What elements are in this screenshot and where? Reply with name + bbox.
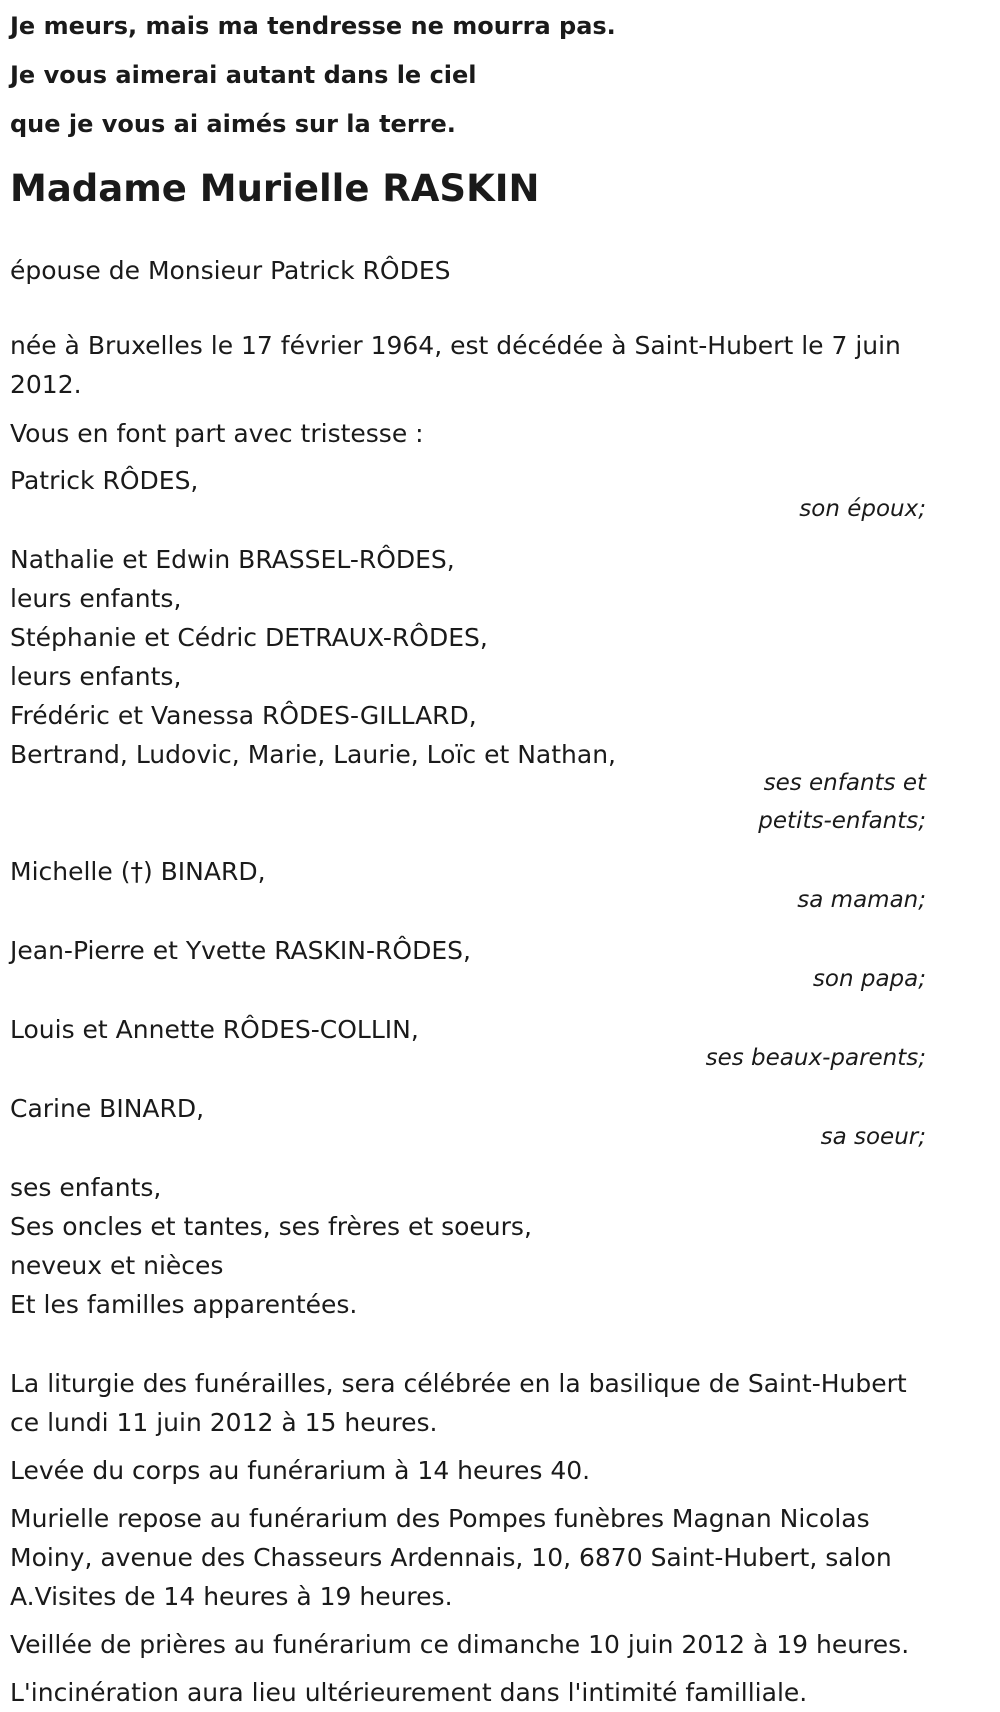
mourner-name: Carine BINARD, bbox=[10, 1094, 205, 1123]
epigraph bbox=[10, 0, 926, 149]
mourner-name: Frédéric et Vanessa RÔDES-GILLARD, bbox=[10, 701, 477, 730]
relation-label: ses beaux-parents; bbox=[705, 1045, 926, 1071]
mourner-group-sister bbox=[10, 1089, 926, 1156]
repose-text: Murielle repose au funérarium des Pompes funèbres Magnan Nicolas Moiny, avenue des Chasseurs Ardennais, 10, 6870 Saint-Hubert, salon A.Visites de 14 heures à 19 heures. bbox=[10, 1504, 892, 1611]
deceased-name: Madame Murielle RASKIN bbox=[10, 167, 540, 210]
mourner-group-mother bbox=[10, 852, 926, 919]
relation-label: petits-enfants; bbox=[758, 808, 926, 834]
mourner-name: leurs enfants, bbox=[10, 584, 182, 613]
other-family-line: neveux et nièces bbox=[10, 1251, 224, 1280]
relation-label: sa soeur; bbox=[820, 1124, 926, 1150]
other-family-line: Et les familles apparentées. bbox=[10, 1290, 358, 1319]
relation-label: son papa; bbox=[812, 966, 926, 992]
birth-death-line: née à Bruxelles le 17 février 1964, est décédée à Saint-Hubert le 7 juin 2012. bbox=[10, 331, 901, 399]
relation-label: son époux; bbox=[799, 496, 926, 522]
spouse-line: épouse de Monsieur Patrick RÔDES bbox=[10, 256, 451, 285]
incineration-text: L'incinération aura lieu ultérieurement dans l'intimité familliale. bbox=[10, 1678, 808, 1707]
relation-label: sa maman; bbox=[797, 887, 926, 913]
liturgy-text: La liturgie des funérailles, sera célébrée en la basilique de Saint-Hubert ce lundi 11 juin 2012 à 15 heures. bbox=[10, 1369, 907, 1437]
relation-label: ses enfants et bbox=[763, 770, 926, 796]
other-family-line: Ses oncles et tantes, ses frères et soeurs, bbox=[10, 1212, 532, 1241]
mourner-group-father bbox=[10, 931, 926, 998]
mourner-name: leurs enfants, bbox=[10, 662, 182, 691]
mourner-name: Michelle (†) BINARD, bbox=[10, 857, 266, 886]
epigraph-line: Je vous aimerai autant dans le ciel bbox=[10, 61, 477, 89]
mourner-name: Stéphanie et Cédric DETRAUX-RÔDES, bbox=[10, 623, 488, 652]
mourner-name: Patrick RÔDES, bbox=[10, 466, 199, 495]
mourner-name: Jean-Pierre et Yvette RASKIN-RÔDES, bbox=[10, 936, 471, 965]
mourner-name: Nathalie et Edwin BRASSEL-RÔDES, bbox=[10, 545, 455, 574]
epigraph-line: que je vous ai aimés sur la terre. bbox=[10, 110, 456, 138]
mourner-group-in-laws bbox=[10, 1010, 926, 1077]
mourner-group-spouse bbox=[10, 461, 926, 528]
mourner-name: Bertrand, Ludovic, Marie, Laurie, Loïc et Nathan, bbox=[10, 740, 617, 769]
epigraph-line: Je meurs, mais ma tendresse ne mourra pas. bbox=[10, 12, 616, 40]
announce-intro: Vous en font part avec tristesse : bbox=[10, 419, 424, 448]
mourner-group-children bbox=[10, 540, 926, 840]
mourner-name: Louis et Annette RÔDES-COLLIN, bbox=[10, 1015, 419, 1044]
veillee-text: Veillée de prières au funérarium ce dimanche 10 juin 2012 à 19 heures. bbox=[10, 1630, 910, 1659]
other-family-line: ses enfants, bbox=[10, 1173, 162, 1202]
levee-text: Levée du corps au funérarium à 14 heures 40. bbox=[10, 1456, 591, 1485]
other-family bbox=[10, 1168, 926, 1324]
